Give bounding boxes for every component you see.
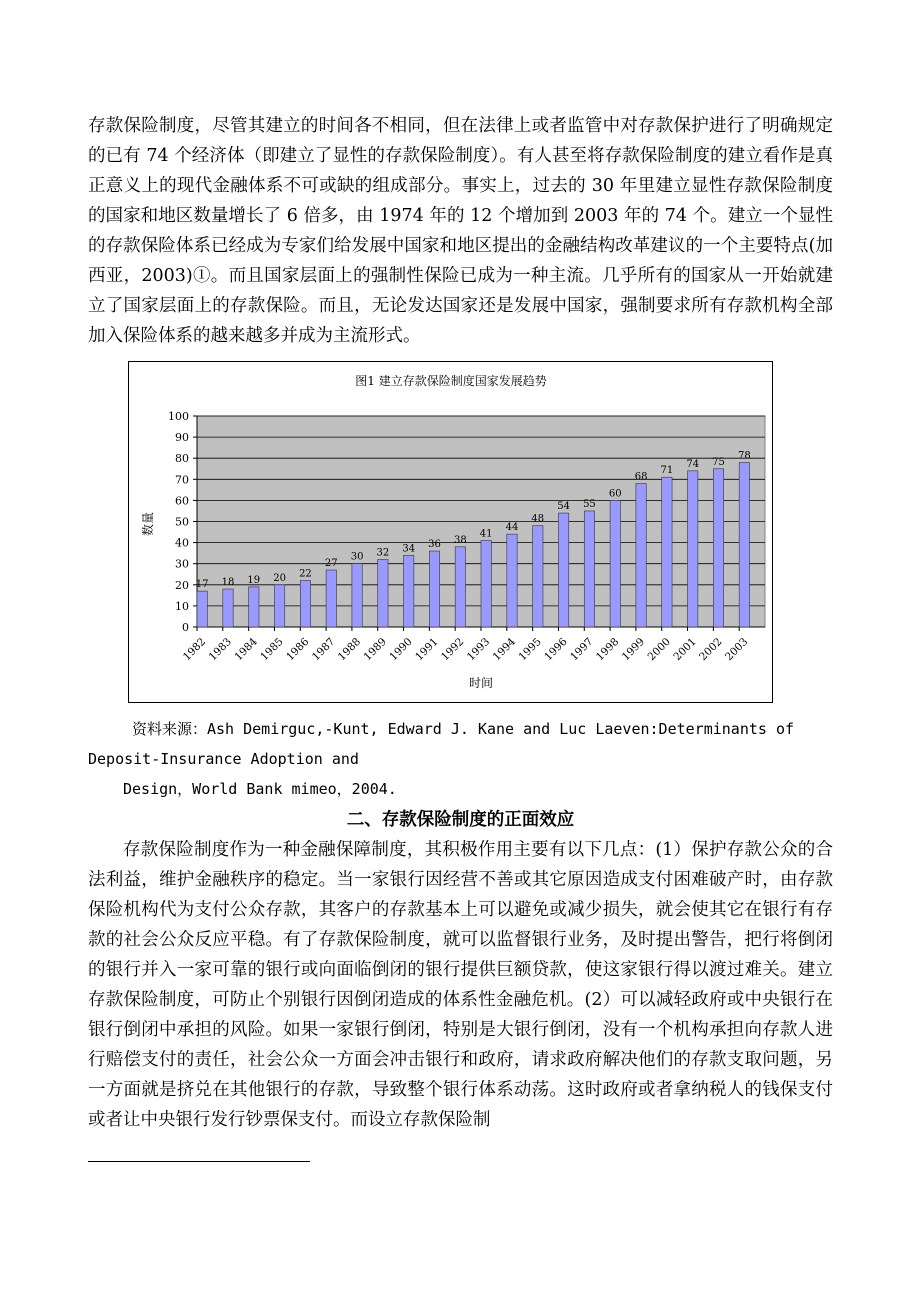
chart-title: 图1 建立存款保险制度国家发展趋势	[355, 374, 547, 388]
bar	[610, 500, 620, 627]
data-label: 71	[660, 465, 674, 477]
bar	[455, 547, 465, 627]
bar	[223, 589, 233, 627]
y-tick-label: 100	[168, 410, 189, 423]
x-tick-label: 1983	[206, 635, 235, 664]
y-axis-label: 数量	[141, 511, 155, 537]
bar	[352, 564, 362, 627]
source-citation-continued: Design，World Bank mimeo，2004.	[123, 780, 397, 798]
data-label: 68	[634, 471, 648, 483]
y-tick-label: 10	[175, 599, 189, 613]
x-tick-label: 1994	[490, 635, 519, 664]
bar	[507, 534, 517, 627]
bar	[481, 540, 491, 627]
x-tick-label: 1993	[464, 635, 493, 664]
data-label: 34	[402, 543, 416, 555]
bar	[249, 587, 259, 627]
x-tick-label: 1990	[387, 635, 415, 664]
data-label: 74	[686, 458, 700, 470]
data-label: 20	[273, 572, 286, 584]
bar	[533, 526, 543, 627]
section-heading: 二、存款保险制度的正面效应	[346, 810, 575, 830]
data-label: 75	[712, 456, 725, 468]
data-label: 78	[737, 450, 751, 462]
bar	[558, 513, 568, 627]
data-label: 22	[299, 568, 312, 580]
data-label: 48	[531, 513, 545, 525]
x-tick-label: 1996	[542, 635, 570, 664]
y-tick-label: 90	[175, 431, 189, 445]
data-label: 19	[247, 574, 261, 586]
chart-figure	[128, 361, 773, 703]
data-label: 41	[479, 528, 493, 540]
x-tick-label: 2001	[671, 635, 699, 664]
body-paragraph: 存款保险制度作为一种金融保障制度，其积极作用主要有以下几点：(1）保护存款公众的合法利益，维护金融秩序的稳定。当一家银行因经营不善或其它原因造成支付困难破产时，由存款保险机构代为支付公众存款，其客户的存款基本上可以避免或减少损失，就会使其它在银行有存款的社会公众反应平稳。有了存款保险制度，就可以监督银行业务，及时提出警告，把行将倒闭的银行并入一家可靠的银行或向面临倒闭的银行提供巨额贷款，使这家银行得以渡过难关。建立存款保险制度，可防止个别银行因倒闭造成的体系性金融危机。(2）可以减轻政府或中央银行在银行倒闭中承担的风险。如果一家银行倒闭，特别是大银行倒闭，没有一个机构承担向存款人进行赔偿支付的责任，社会公众一方面会冲击银行和政府，请求政府解决他们的存款支取问题，另一方面就是挤兑在其他银行的存款，导致整个银行体系动荡。这时政府或者拿纳税人的钱保支付或者让中央银行发行钞票保支付。而设立存款保险制	[88, 840, 833, 1130]
data-label: 32	[376, 547, 390, 559]
x-tick-label: 1992	[439, 635, 467, 664]
y-tick-label: 30	[175, 557, 189, 571]
x-tick-label: 1982	[180, 635, 209, 664]
data-label: 30	[350, 551, 364, 563]
data-label: 36	[428, 539, 441, 551]
x-tick-label: 1988	[335, 635, 364, 664]
y-tick-label: 0	[182, 621, 189, 634]
data-label: 18	[221, 577, 235, 589]
data-label: 60	[608, 488, 622, 500]
bar	[404, 555, 414, 627]
bar	[197, 591, 207, 627]
y-tick-label: 20	[175, 578, 189, 592]
bar	[378, 559, 388, 627]
bar-chart	[129, 362, 772, 702]
x-tick-label: 1997	[568, 635, 596, 664]
bar	[274, 585, 284, 627]
data-label: 55	[583, 498, 596, 510]
data-label: 17	[195, 579, 209, 591]
x-tick-label: 1987	[309, 635, 338, 664]
x-tick-label: 1989	[361, 635, 389, 664]
x-tick-label: 1991	[413, 635, 441, 664]
bar	[300, 581, 310, 627]
footnote-separator	[88, 1161, 310, 1162]
x-tick-label: 1985	[258, 635, 286, 664]
x-tick-label: 1986	[284, 635, 312, 664]
x-tick-label: 1984	[232, 635, 260, 664]
data-label: 38	[453, 534, 467, 546]
data-label: 27	[324, 558, 338, 570]
y-tick-label: 50	[175, 515, 189, 529]
x-tick-label: 2003	[723, 635, 751, 664]
y-tick-label: 80	[175, 452, 189, 466]
intro-paragraph: 存款保险制度，尽管其建立的时间各不相同，但在法律上或者监管中对存款保护进行了明确规定的已有 74 个经济体（即建立了显性的存款保险制度）。有人甚至将存款保险制度的建立看作是真正意义上的现代金融体系不可或缺的组成部分。事实上，过去的 30 年里建立显性存款保险制度的国家和地区数量增长了 6 倍多，由 1974 年的 12 个增加到 2003 年的 74 个。建立一个显性的存款保险体系已经成为专家们给发展中国家和地区提出的金融结构改革建议的一个主要特点(加西亚，2003)①。而且国家层面上的强制性保险已成为一种主流。几乎所有的国家从一开始就建立了国家层面上的存款保险。而且，无论发达国家还是发展中国家，强制要求所有存款机构全部加入保险体系的越来越多并成为主流形式。	[88, 116, 833, 346]
data-label: 44	[505, 522, 519, 534]
source-citation: 资料来源：Ash Demirguc,-Kunt, Edward J. Kane and Luc Laeven:Determinants of Deposit-Insurance Adoption and	[88, 720, 795, 768]
x-tick-label: 1995	[516, 635, 544, 664]
bar	[662, 477, 672, 627]
x-tick-label: 2002	[697, 635, 725, 664]
bar	[688, 471, 698, 627]
bar	[326, 570, 336, 627]
x-tick-label: 1998	[593, 635, 622, 664]
bar	[429, 551, 439, 627]
bar	[636, 484, 646, 627]
y-tick-label: 60	[175, 494, 189, 508]
bar	[739, 462, 749, 627]
x-tick-label: 1999	[619, 635, 648, 664]
bar	[584, 511, 594, 627]
data-label: 54	[557, 501, 570, 513]
x-axis-label: 时间	[468, 676, 494, 690]
y-tick-label: 40	[175, 536, 189, 550]
y-tick-label: 70	[175, 473, 189, 487]
x-tick-label: 2000	[645, 635, 673, 664]
bar	[713, 469, 723, 627]
